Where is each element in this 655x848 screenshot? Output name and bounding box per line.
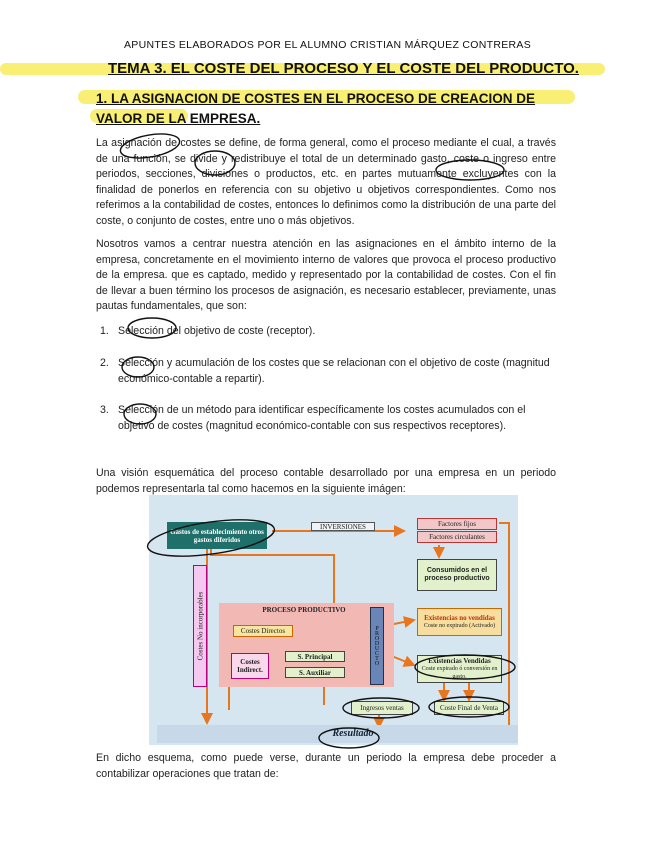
- list-text: Selección del objetivo de coste (receptor).: [118, 325, 316, 337]
- list-number: 2.: [100, 357, 109, 369]
- paragraph-internal-assignments: Nosotros vamos a centrar nuestra atención en las asignaciones en el ámbito interno de la empresa, concretamente en el movimiento interno de valores que provoca el proceso productivo de la empresa. que es captado, medido y representado por la contabilidad de costes. Con el fin de llevar a buen término los procesos de asignación, es necesario establecer, previamente, unas pautas fundamentales, que son:: [96, 238, 556, 313]
- paragraph-diagram-intro: Una visión esquemática del proceso contable desarrollado por una empresa en un periodo podemos representarla tal como hacemos en la siguiente imágen:: [96, 467, 556, 495]
- consumidos-box: Consumidos en el proceso productivo: [417, 559, 497, 591]
- s-principal-box: S. Principal: [285, 651, 345, 662]
- ingresos-ventas-box: Ingresos ventas: [351, 701, 413, 715]
- factores-circulantes-box: Factores circulantes: [417, 531, 497, 543]
- producto-label: PRODUCTO: [374, 626, 380, 666]
- resultado-label: Resultado: [332, 728, 374, 739]
- accounting-process-diagram: [149, 495, 518, 745]
- list-text: Selección y acumulación de los costes que se relacionan con el objetivo de coste (magnitud económico-contable a repartir).: [118, 357, 550, 385]
- existencias-no-vendidas-box: [417, 608, 502, 636]
- page-header: APUNTES ELABORADOS POR EL ALUMNO CRISTIAN MÁRQUEZ CONTRERAS: [123, 39, 532, 51]
- inversiones-label: INVERSIONES: [311, 522, 375, 531]
- list-number: 3.: [100, 404, 109, 416]
- costes-indirectos-box: Costes Indirect.: [231, 653, 269, 679]
- coste-final-venta-box: Coste Final de Venta: [434, 701, 504, 715]
- coste-expirado-label: Coste expirado ó conversión en gasto.: [421, 666, 498, 680]
- existencias-vendidas-label: Existencias Vendidas: [428, 657, 491, 665]
- list-item: [100, 403, 558, 434]
- paragraph-closing: En dicho esquema, como puede verse, durante un periodo la empresa debe proceder a contabilizar operaciones que tratan de:: [96, 752, 556, 780]
- list-item: [100, 356, 558, 387]
- producto-box: [370, 607, 384, 685]
- s-auxiliar-box: S. Auxiliar: [285, 667, 345, 678]
- factores-fijos-box: Factores fijos: [417, 518, 497, 530]
- costes-no-incorporables-label: Costes No incorporables: [196, 591, 205, 661]
- gastos-establecimiento-box: Gastos de establecimiento otros gastos diferidos: [167, 522, 267, 549]
- coste-no-expirado-label: Coste no expirado (Activado): [423, 623, 496, 629]
- list-number: 1.: [100, 325, 109, 337]
- existencias-no-vendidas-label: Existencias no vendidas: [424, 614, 495, 622]
- costes-directos-box: Costes Directos: [233, 625, 293, 637]
- paragraph-definition: La asignación de costes se define, de forma general, como el proceso mediante el cual, a través de una función, se divide y redistribuye el total de un determinado gasto, coste o ingreso entre periodos, secciones, divisiones o productos, etc. en partes mutuamente excluyentes con la finalidad de ponerlos en referencia con su objetivo u objetivos correspondientes. Como nos referimos a la contabilidad de costes, entonces lo definimos como la distribución de una parte del coste, o conjunto de costes, entre uno o más objetivos.: [96, 137, 556, 227]
- section-title: 1. LA ASIGNACION DE COSTES EN EL PROCESO DE CREACION DE VALOR DE LA EMPRESA.: [96, 91, 536, 126]
- costes-no-incorporables-box: [193, 565, 207, 687]
- proceso-productivo-label: PROCESO PRODUCTIVO: [262, 606, 346, 614]
- chapter-title: TEMA 3. EL COSTE DEL PROCESO Y EL COSTE DEL PRODUCTO.: [108, 60, 579, 77]
- list-text: Selección de un método para identificar específicamente los costes acumulados con el objetivo de costes (magnitud económico-contable con sus respectivos receptores).: [118, 404, 526, 432]
- existencias-vendidas-box: [417, 655, 502, 683]
- list-item: [100, 324, 558, 340]
